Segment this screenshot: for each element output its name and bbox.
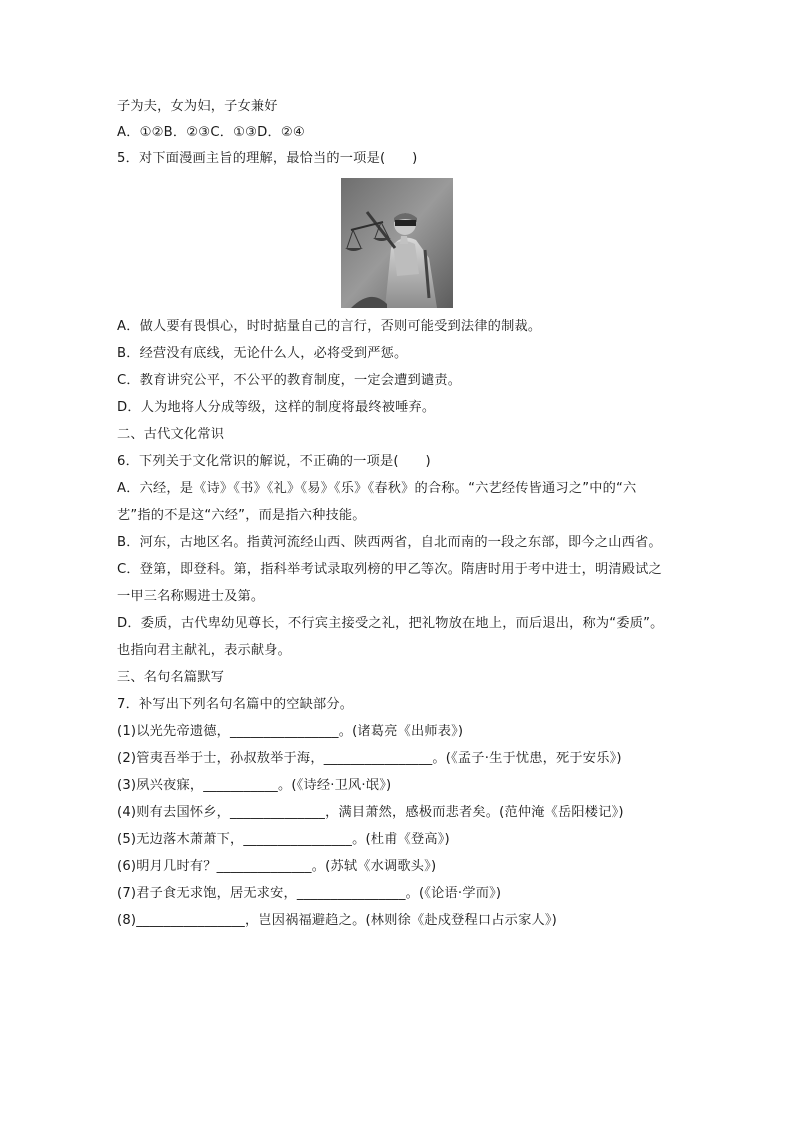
section-heading: 二、古代文化常识 [117,427,225,442]
question-7: 7．补写出下列名句名篇中的空缺部分。 [117,697,354,712]
question-5: 5．对下面漫画主旨的理解，最恰当的一项是( ) [117,151,418,166]
justice-cartoon-image [341,178,453,308]
option-a: A．做人要有畏惧心，时时掂量自己的言行，否则可能受到法律的制裁。 [117,319,542,334]
fill-blank-8: (8)________________，岂因祸福避趋之。(林则徐《赴戍登程口占示家人》) [117,913,557,928]
option-c: C．教育讲究公平，不公平的教育制度，一定会遭到谴责。 [117,373,462,388]
fill-blank-1: (1)以光先帝遗德，________________。(诸葛亮《出师表》) [117,724,464,739]
option-d: D．人为地将人分成等级，这样的制度将最终被唾弃。 [117,400,436,415]
option-a: A．六经，是《诗》《书》《礼》《易》《乐》《春秋》的合称。“六艺经传皆通习之”中的“六 [117,481,637,496]
option-b: B．河东，古地区名。指黄河流经山西、陕西两省，自北而南的一段之东部，即今之山西省。 [117,535,662,550]
option-c: C．登第，即登科。第，指科举考试录取列榜的甲乙等次。隋唐时用于考中进士，明清殿试之 [117,562,662,577]
fill-blank-6: (6)明月几时有？______________。(苏轼《水调歌头》) [117,859,437,874]
fill-blank-4: (4)则有去国怀乡，______________，满目萧然，感极而悲者矣。(范仲淹《岳阳楼记》) [117,805,624,820]
fill-blank-7: (7)君子食无求饱，居无求安，________________。(《论语·学而》) [117,886,502,901]
answer-options: A．①②B．②③C．①③D．②④ [117,125,305,140]
section-heading: 三、名句名篇默写 [117,670,225,685]
fill-blank-3: (3)夙兴夜寐，___________。(《诗经·卫风·氓》) [117,778,392,793]
fill-blank-5: (5)无边落木萧萧下，________________。(杜甫《登高》) [117,832,450,847]
fill-blank-2: (2)管夷吾举于士，孙叔敖举于海，________________。(《孟子·生于忧患，死于安乐》) [117,751,622,766]
text-line: 子为夫，女为妇，子女兼好 [117,99,278,114]
option-d: D．委质，古代卑幼见尊长，不行宾主接受之礼，把礼物放在地上，而后退出，称为“委质”。 [117,616,664,631]
option-a-cont: 艺”指的不是这“六经”，而是指六种技能。 [117,508,366,523]
option-b: B．经营没有底线，无论什么人，必将受到严惩。 [117,346,408,361]
option-c-cont: 一甲三名称赐进士及第。 [117,589,265,604]
question-6: 6．下列关于文化常识的解说，不正确的一项是( ) [117,454,431,469]
option-d-cont: 也指向君主献礼，表示献身。 [117,643,292,658]
